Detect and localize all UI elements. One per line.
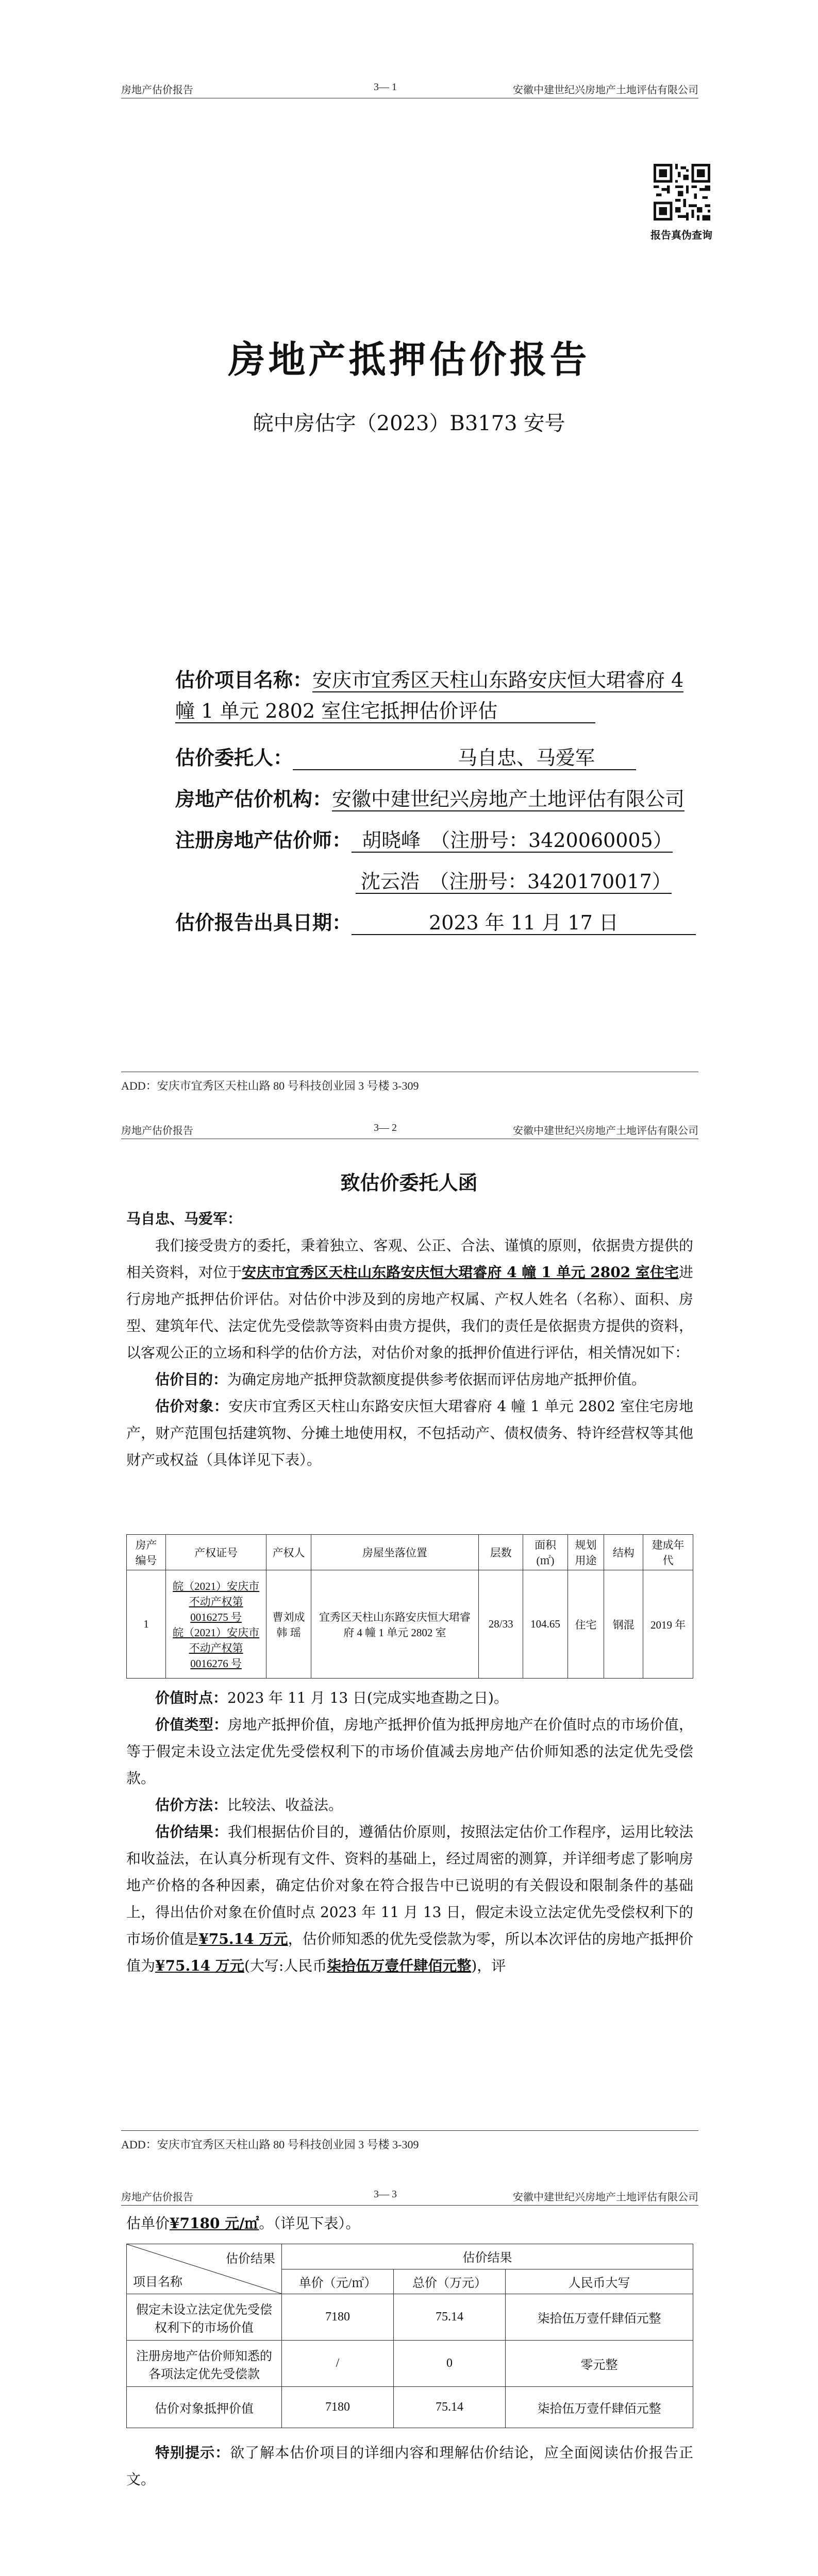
property-address: 安庆市宜秀区天柱山东路安庆恒大珺睿府 4 幢 1 单元 2802 室住宅: [242, 1264, 679, 1281]
project-value-2: 幢 1 单元 2802 室住宅抵押估价评估: [175, 700, 595, 723]
row-name: 注册房地产估价师知悉的各项法定优先受偿款: [127, 2341, 282, 2387]
cell-structure: 钢混: [604, 1570, 643, 1679]
table-header-row: [127, 2244, 693, 2269]
report-title: 房地产抵押估价报告: [228, 337, 590, 381]
table-row: [127, 2294, 693, 2341]
letter-title: 致估价委托人函: [340, 1171, 478, 1194]
cert-2: 皖（2021）安庆市不动产权第 0016276 号: [173, 1626, 260, 1670]
table-row: [127, 1570, 693, 1679]
header-left: 房地产估价报告: [121, 84, 193, 96]
table-header: 层数: [479, 1535, 523, 1570]
table-header-row: [127, 1535, 693, 1570]
property-table: [126, 1534, 693, 1679]
notice-block: [126, 2439, 693, 2493]
qr-caption: 报告真伪查询: [650, 229, 712, 241]
table-row: [127, 2387, 693, 2428]
date-value: 2023 年 11 月 17 日: [352, 911, 696, 935]
cell-cert: [165, 1570, 266, 1679]
cert-1: 皖（2021）安庆市不动产权第 0016275 号: [173, 1580, 260, 1623]
header-unit: 单价（元/㎡）: [282, 2269, 394, 2294]
row-unit: 7180: [282, 2294, 394, 2341]
row-total: 0: [394, 2341, 506, 2387]
corner-top: 估价结果: [226, 2252, 275, 2266]
org-row: [175, 783, 685, 811]
header-right: 安徽中建世纪兴房地产土地评估有限公司: [513, 1125, 698, 1137]
header-page-number: 3— 3: [374, 2189, 397, 2200]
corner-cell: [127, 2244, 282, 2294]
cell-owner: 曹刘成 韩 瑶: [266, 1570, 311, 1679]
project-value-1: 安庆市宜秀区天柱山东路安庆恒大珺睿府 4: [312, 669, 684, 691]
row-unit: /: [282, 2341, 394, 2387]
page-header-2: [121, 1118, 698, 1139]
page-header-3: [121, 2184, 698, 2206]
unit-price-line: 估单价¥7180 元/㎡。（详见下表）。: [126, 2215, 360, 2232]
valuer-2: 沈云浩 （注册号：3420170017）: [356, 870, 672, 894]
table-header: 面积(㎡): [523, 1535, 567, 1570]
project-label: 估价项目名称：: [175, 668, 313, 691]
qr-code-icon[interactable]: [654, 164, 710, 221]
cell-no: 1: [127, 1570, 166, 1679]
table-header: 产权人: [266, 1535, 311, 1570]
page-header: [121, 77, 698, 98]
header-right: 安徽中建世纪兴房地产土地评估有限公司: [513, 84, 698, 96]
row-name: 估价对象抵押价值: [127, 2387, 282, 2428]
table-header: 规划用途: [567, 1535, 604, 1570]
row-total: 75.14: [394, 2294, 506, 2341]
project-name-row: [175, 665, 691, 726]
header-page-number: 3— 1: [374, 81, 397, 93]
notice-paragraph: 特别提示：欲了解本估价项目的详细内容和理解估价结论，应全面阅读估价报告正文。: [126, 2444, 693, 2488]
header-total: 总价（万元）: [394, 2269, 506, 2294]
purpose-paragraph: 估价目的：为确定房地产抵押贷款额度提供参考依据而评估房地产抵押价值。: [155, 1371, 646, 1388]
letter-body: [126, 1206, 693, 1473]
cell-year: 2019 年: [643, 1570, 693, 1679]
valuer-row: [175, 824, 673, 853]
table-header: 产权证号: [165, 1535, 266, 1570]
cell-use: 住宅: [567, 1570, 604, 1679]
intro-paragraph: 我们接受贵方的委托，秉着独立、客观、公正、合法、谨慎的原则，依据贵方提供的相关资料，对位于安庆市宜秀区天柱山东路安庆恒大珺睿府 4 幢 1 单元 2802 室住宅进行房地产抵押估价评估。对估价中涉及到的房地产权属、产权人姓名（名称）、面积、房型、建筑年代、法定优先受偿款等资料由贵方提供，我们的责任是依据贵方提供的资料，以客观公正的立场和科学的估价方法，对估价对象的抵押价值进行评估，相关情况如下：: [126, 1237, 693, 1361]
page-footer: ADD：安庆市宜秀区天柱山路 80 号科技创业园 3 号楼 3-309: [121, 2130, 698, 2152]
object-paragraph: 估价对象：安庆市宜秀区天柱山东路安庆恒大珺睿府 4 幢 1 单元 2802 室住宅房地产，财产范围包括建筑物、分摊土地使用权，不包括动产、债权债务、特许经营权等其他财产或权益（具体详见下表）。: [126, 1398, 693, 1468]
method-paragraph: 估价方法：比较法、收益法。: [155, 1797, 343, 1814]
org-label: 房地产估价机构：: [175, 787, 332, 810]
row-total: 75.14: [394, 2387, 506, 2428]
mortgage-value: ¥75.14 万元: [155, 1957, 244, 1974]
table-header: 房产编号: [127, 1535, 166, 1570]
valuer-1: 胡晓峰 （注册号：3420060005）: [352, 829, 673, 853]
cell-location: 宜秀区天柱山东路安庆恒大珺睿府 4 幢 1 单元 2802 室: [311, 1570, 478, 1679]
row-name: 假定未设立法定优先受偿权利下的市场价值: [127, 2294, 282, 2341]
report-number: 皖中房估字（2023）B3173 安号: [253, 412, 565, 435]
table-header: 建成年代: [643, 1535, 693, 1570]
cell-area: 104.65: [523, 1570, 567, 1679]
summary-table: [126, 2244, 693, 2428]
header-page-number: 3— 2: [374, 1122, 397, 1133]
corner-bottom: 项目名称: [133, 2276, 182, 2289]
row-cn: 柒拾伍万壹仟肆佰元整: [506, 2294, 693, 2341]
row-cn: 柒拾伍万壹仟肆佰元整: [506, 2387, 693, 2428]
header-left: 房地产估价报告: [121, 2192, 193, 2203]
client-row: [175, 742, 636, 770]
time-paragraph: 价值时点：2023 年 11 月 13 日(完成实地查勘之日)。: [155, 1689, 508, 1706]
letter-body-2: [126, 1685, 693, 1979]
result-paragraph: 估价结果：我们根据估价目的，遵循估价原则，按照法定估价工作程序，运用比较法和收益法，在认真分析现有文件、资料的基础上，经过周密的测算，并详细考虑了影响房地产价格的各种因素，确定估价对象在符合报告中已说明的有关假设和限制条件的基础上，得出估价对象在价值时点 2023 年 11 月 13 日，假定未设立法定优先受偿权利下的市场价值是¥75.14 万元，估价师知悉的优先受偿款为零，所以本次评估的房地产抵押价值为¥75.14 万元(大写:人民币柒拾伍万壹仟肆佰元整)，评: [126, 1823, 693, 1974]
date-label: 估价报告出具日期：: [175, 911, 352, 934]
row-unit: 7180: [282, 2387, 394, 2428]
header-cn: 人民币大写: [506, 2269, 693, 2294]
page-footer: ADD：安庆市宜秀区天柱山路 80 号科技创业园 3 号楼 3-309: [121, 1072, 698, 1093]
market-value: ¥75.14 万元: [198, 1930, 288, 1947]
value-in-words: 柒拾伍万壹仟肆佰元整: [327, 1957, 472, 1974]
cell-floors: 28/33: [479, 1570, 523, 1679]
date-row: [175, 907, 696, 935]
client-label: 估价委托人：: [175, 746, 293, 769]
client-value: 马自忠、马爱军: [293, 747, 636, 770]
header-right: 安徽中建世纪兴房地产土地评估有限公司: [513, 2192, 698, 2203]
valuer-label: 注册房地产估价师：: [175, 828, 352, 852]
unit-price: ¥7180 元/㎡: [170, 2215, 259, 2232]
table-header: 房屋坐落位置: [311, 1535, 478, 1570]
type-paragraph: 价值类型：房地产抵押价值，房地产抵押价值为抵押房地产在价值时点的市场价值，等于假定未设立法定优先受偿权利下的市场价值减去房地产估价师知悉的法定优先受偿款。: [126, 1716, 693, 1787]
salutation: 马自忠、马爱军：: [126, 1210, 242, 1227]
header-group: 估价结果: [282, 2244, 693, 2269]
table-row: [127, 2341, 693, 2387]
table-header: 结构: [604, 1535, 643, 1570]
valuer-row-2: [356, 866, 672, 894]
header-left: 房地产估价报告: [121, 1125, 193, 1137]
org-value: 安徽中建世纪兴房地产土地评估有限公司: [332, 788, 685, 810]
row-cn: 零元整: [506, 2341, 693, 2387]
